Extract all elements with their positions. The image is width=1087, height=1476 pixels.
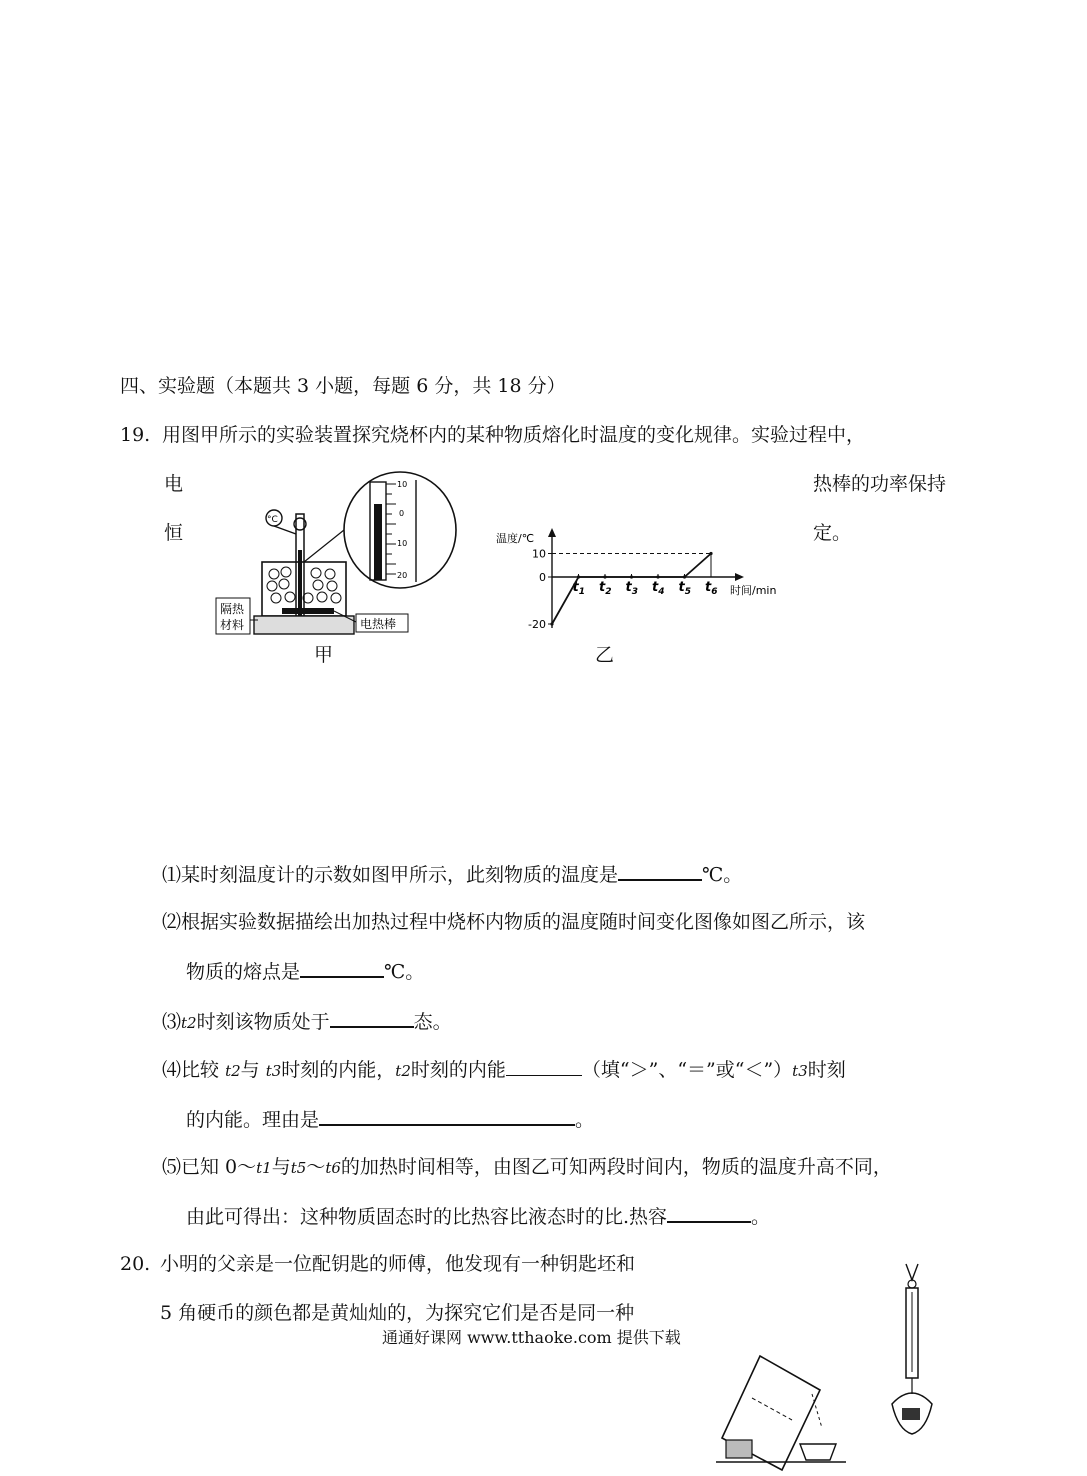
question-19-number: 19.: [120, 424, 151, 446]
sub4-a: ⑷比较: [162, 1059, 220, 1081]
y-tick-label-2: -20: [528, 618, 546, 631]
x-tick-label-t6: $t_6$: [705, 580, 718, 597]
scale-label-10-bottom: 10: [397, 539, 408, 548]
y-axis-label: 温度/℃: [496, 532, 535, 545]
insulation-base: [254, 616, 354, 634]
question-20-line2: 5 角硬币的颜色都是黄灿灿的，为探究它们是否是同一种: [160, 1302, 635, 1324]
sub-question-2-line2: [186, 958, 424, 984]
sub3-t2: t2: [181, 1014, 197, 1032]
sub4-g: 的内能。理由是: [186, 1109, 320, 1131]
sub4-e: （填“＞”、“＝”或“＜”）: [581, 1059, 793, 1081]
sub5-f: 。: [751, 1206, 771, 1228]
sub2-unit: ℃。: [384, 961, 425, 983]
scale-label-20: 20: [397, 571, 408, 580]
x-tick-label-t3: $t_3$: [625, 580, 638, 597]
x-axis-arrow: [735, 573, 744, 581]
heater-label: 电热棒: [360, 617, 397, 631]
sub4-t2: t2: [225, 1062, 241, 1080]
question-19-left-col-1: 电: [164, 473, 184, 495]
sub5-a: ⑸已知 0～: [162, 1156, 257, 1178]
scale-label-0: 0: [399, 509, 405, 518]
figure-jia-label: 甲: [314, 644, 334, 666]
sub1-unit: ℃。: [702, 864, 743, 886]
footer-download-note: 通通好课网 www.tthaoke.com 提供下载: [382, 1328, 681, 1347]
sub5-d: 的加热时间相等，由图乙可知两段时间内，物质的温度升高不同，: [340, 1156, 892, 1178]
answer-blank-5[interactable]: [319, 1106, 575, 1126]
sub4-h: 。: [575, 1109, 595, 1131]
sub-question-3: [162, 1008, 452, 1035]
sub-question-1: [162, 861, 742, 887]
sub5-t5: t5: [290, 1159, 307, 1177]
scale-label-10-top: 10: [397, 480, 408, 489]
figure-yi-chart: [490, 522, 800, 632]
sub4-f: 时刻: [807, 1059, 846, 1081]
sub5-b: 与: [271, 1156, 291, 1178]
sub5-t6: t6: [325, 1159, 341, 1177]
data-point-3: [630, 575, 633, 578]
x-tick-label-t2: $t_2$: [599, 580, 612, 597]
sub4-t3: t3: [265, 1062, 282, 1080]
x-axis-label: 时间/min: [730, 584, 777, 597]
sub4-c: 时刻的内能，: [281, 1059, 396, 1081]
answer-blank-1[interactable]: [618, 861, 702, 881]
data-point-4: [656, 575, 659, 578]
answer-blank-2[interactable]: [300, 958, 384, 978]
answer-blank-3[interactable]: [330, 1008, 414, 1028]
sub3-num: ⑶: [162, 1011, 182, 1033]
sub1-text: ⑴某时刻温度计的示数如图甲所示，此刻物质的温度是: [162, 864, 619, 886]
x-tick-label-t1: $t_1$: [572, 580, 585, 597]
answer-blank-4[interactable]: [506, 1057, 582, 1076]
sub5-c: ～: [306, 1156, 326, 1178]
sub4-b: 与: [240, 1059, 260, 1081]
answer-blank-6[interactable]: [667, 1203, 751, 1223]
question-19-right-col-1: 热棒的功率保持: [813, 473, 947, 495]
catch-cup: [800, 1444, 836, 1460]
question-19-left-col-2: 恒: [164, 522, 184, 544]
data-point-2: [603, 575, 606, 578]
insulation-label-1: 隔热: [220, 602, 245, 616]
sub5-e: 由此可得出：这种物质固态时的比热容比液态时的比.热容: [186, 1206, 668, 1228]
sub5-t1: t1: [256, 1159, 272, 1177]
sub-question-4-line2: [186, 1106, 594, 1132]
question-20-number: 20.: [120, 1253, 151, 1275]
figure-jia-apparatus: [212, 470, 462, 640]
question-19-stem: 用图甲所示的实验装置探究烧杯内的某种物质熔化时温度的变化规律。实验过程中，: [162, 424, 866, 446]
sub2-text: 物质的熔点是: [186, 961, 301, 983]
sub4-d: 时刻的内能: [410, 1059, 506, 1081]
y-axis-arrow: [548, 528, 556, 537]
sub-question-4-line1: [162, 1057, 846, 1083]
sub3-text: 时刻该物质处于: [196, 1011, 330, 1033]
section-heading: 四、实验题（本题共 3 小题，每题 6 分，共 18 分）: [120, 375, 566, 397]
x-tick-label-t5: $t_5$: [678, 580, 691, 597]
question-20-line1: 小明的父亲是一位配钥匙的师傅，他发现有一种钥匙坯和: [160, 1253, 636, 1275]
spring-scale: [892, 1264, 932, 1434]
y-tick-label-0: 10: [532, 547, 546, 561]
question-19-right-col-2: 定。: [813, 522, 852, 544]
support-block: [726, 1440, 752, 1458]
y-tick-label-1: 0: [539, 571, 546, 584]
figure-yi-label: 乙: [595, 644, 615, 666]
sub3-tail: 态。: [413, 1011, 452, 1033]
thermometer-unit-label: °C: [267, 515, 278, 525]
data-point-6: [709, 552, 712, 555]
sub-question-5-line2: [186, 1203, 770, 1229]
sub4-t2b: t2: [395, 1062, 411, 1080]
sub-question-5-line1: [162, 1155, 892, 1180]
insulation-label-2: 材料: [220, 618, 245, 632]
x-tick-label-t4: $t_4$: [652, 580, 665, 597]
data-point-1: [577, 575, 580, 578]
sub4-t3b: t3: [792, 1062, 808, 1080]
question-20-figure: [712, 1258, 952, 1474]
data-point-5: [683, 575, 686, 578]
data-point-0: [550, 622, 553, 625]
sub-question-2-line1: ⑵根据实验数据描绘出加热过程中烧杯内物质的温度随时间变化图像如图乙所示，该: [162, 911, 866, 933]
